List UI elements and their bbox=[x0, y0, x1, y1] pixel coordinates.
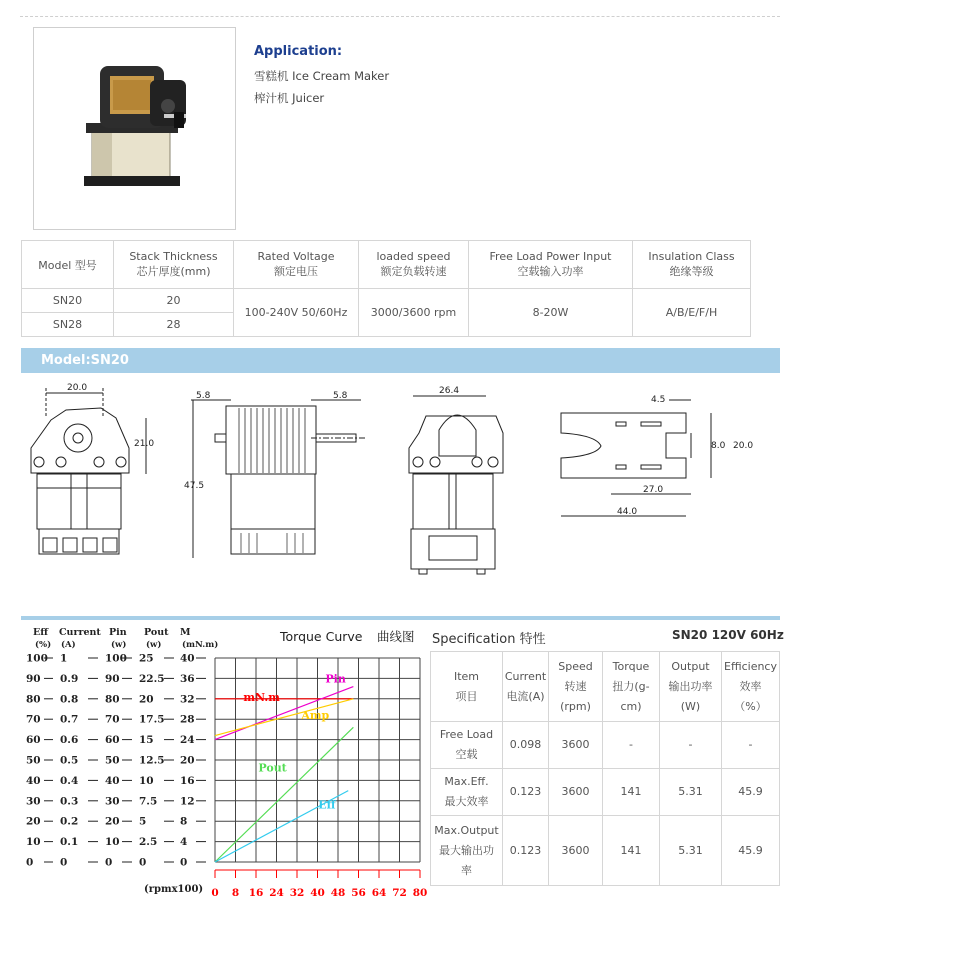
axis-header-name: Eff bbox=[33, 627, 49, 638]
top-divider bbox=[20, 16, 780, 17]
cell-speed: 3600 bbox=[549, 722, 603, 769]
dim-side-right: 5.8 bbox=[333, 391, 348, 401]
application-section bbox=[254, 44, 389, 109]
axis-tick-label: 10 bbox=[26, 836, 41, 849]
dim-rear-width: 26.4 bbox=[439, 386, 460, 396]
axis-tick-label: 16 bbox=[180, 774, 195, 787]
col-header-voltage: Rated Voltage 额定电压 bbox=[234, 241, 359, 289]
x-tick-label: 48 bbox=[330, 887, 346, 899]
axis-tick-label: 12.5 bbox=[139, 754, 165, 767]
cell-current: 0.098 bbox=[503, 722, 549, 769]
cell-item: Max.Eff. 最大效率 bbox=[431, 769, 503, 816]
axis-tick-label: 12 bbox=[180, 795, 195, 808]
axis-tick-label: 2.5 bbox=[139, 836, 158, 849]
axis-header-unit: (%) bbox=[35, 640, 52, 650]
side-view-drawing bbox=[184, 391, 366, 558]
axis-tick-label: 1 bbox=[60, 652, 68, 665]
axis-tick-label: 0 bbox=[139, 856, 147, 869]
cell-thickness: 28 bbox=[114, 313, 234, 337]
axis-tick-label: 10 bbox=[105, 836, 120, 849]
table-row bbox=[22, 289, 751, 313]
axis-tick-label: 4 bbox=[180, 836, 188, 849]
cell-current: 0.123 bbox=[503, 816, 549, 886]
axis-header-unit: (A) bbox=[61, 640, 76, 650]
series-label-amp: Amp bbox=[301, 708, 330, 722]
axis-tick-label: 0 bbox=[180, 856, 188, 869]
spec-title: Specification 特性 bbox=[432, 632, 546, 647]
dim-bracket-mid: 27.0 bbox=[643, 485, 664, 495]
axis-tick-label: 50 bbox=[105, 754, 120, 767]
axis-tick-label: 50 bbox=[26, 754, 41, 767]
x-tick-label: 80 bbox=[412, 887, 428, 899]
axis-tick-label: 20 bbox=[180, 754, 195, 767]
axis-tick-label: 0.8 bbox=[60, 693, 79, 706]
axis-tick-label: 28 bbox=[180, 713, 195, 726]
dim-bracket-slot: 8.0 bbox=[711, 441, 726, 451]
col-header-item: Item 项目 bbox=[431, 652, 503, 722]
chart-title-cn: 曲线图 bbox=[377, 629, 415, 644]
bracket-drawing bbox=[561, 395, 753, 517]
axis-tick-label: 0.7 bbox=[60, 713, 79, 726]
table-row bbox=[431, 769, 780, 816]
axis-tick-label: 0.4 bbox=[60, 774, 79, 787]
cell-current: 0.123 bbox=[503, 769, 549, 816]
axis-tick-label: 20 bbox=[139, 693, 154, 706]
axis-tick-label: 20 bbox=[26, 815, 41, 828]
cell-model: SN28 bbox=[22, 313, 114, 337]
col-header-speed: loaded speed 额定负载转速 bbox=[359, 241, 469, 289]
axis-tick-label: 40 bbox=[180, 652, 195, 665]
cell-speed: 3600 bbox=[549, 769, 603, 816]
axis-tick-label: 7.5 bbox=[139, 795, 158, 808]
x-tick-label: 8 bbox=[231, 887, 240, 899]
axis-tick-label: 0.2 bbox=[60, 815, 79, 828]
cell-speed: 3600 bbox=[549, 816, 603, 886]
application-item: 雪糕机 Ice Cream Maker bbox=[254, 69, 390, 83]
spec-model: SN20 120V 60Hz bbox=[672, 628, 784, 642]
dim-bracket-top: 4.5 bbox=[651, 395, 666, 405]
col-header-torque: Torque 扭力(g- cm) bbox=[603, 652, 660, 722]
dim-bracket-total: 44.0 bbox=[617, 507, 638, 517]
cell-output: - bbox=[660, 722, 722, 769]
axis-header-name: Pin bbox=[109, 627, 127, 638]
axis-tick-label: 60 bbox=[105, 734, 120, 747]
axis-tick-label: 100 bbox=[105, 652, 127, 665]
axis-tick-label: 22.5 bbox=[139, 672, 165, 685]
chart-title: Torque Curve bbox=[280, 629, 363, 644]
col-header-power: Free Load Power Input 空载输入功率 bbox=[469, 241, 633, 289]
axis-tick-label: 25 bbox=[139, 652, 154, 665]
table-row bbox=[431, 816, 780, 886]
axis-tick-label: 0.9 bbox=[60, 672, 79, 685]
axis-tick-label: 0 bbox=[105, 856, 113, 869]
section-divider bbox=[21, 616, 780, 620]
cell-output: 5.31 bbox=[660, 816, 722, 886]
table-header-row bbox=[431, 652, 780, 722]
performance-spec-table bbox=[430, 651, 780, 886]
axis-tick-label: 36 bbox=[180, 672, 195, 685]
dim-front-height: 21.0 bbox=[134, 439, 155, 449]
cell-thickness: 20 bbox=[114, 289, 234, 313]
application-item: 榨汁机 Juicer bbox=[254, 91, 325, 105]
axis-tick-label: 60 bbox=[26, 734, 41, 747]
col-header-current: Current 电流(A) bbox=[503, 652, 549, 722]
x-tick-label: 0 bbox=[211, 887, 219, 899]
x-tick-label: 16 bbox=[248, 887, 264, 899]
rear-view-drawing bbox=[409, 386, 503, 574]
front-view-drawing bbox=[31, 383, 154, 554]
x-tick-label: 64 bbox=[371, 887, 387, 899]
series-label-pin: Pin bbox=[325, 672, 346, 686]
table-header-row bbox=[22, 241, 751, 289]
axis-header-unit: (w) bbox=[146, 640, 162, 650]
cell-output: 5.31 bbox=[660, 769, 722, 816]
axis-tick-label: 90 bbox=[26, 672, 41, 685]
axis-tick-label: 70 bbox=[105, 713, 120, 726]
cell-item: Free Load 空载 bbox=[431, 722, 503, 769]
model-spec-table bbox=[21, 240, 751, 337]
cell-model: SN20 bbox=[22, 289, 114, 313]
axis-header-name: M bbox=[180, 627, 191, 638]
cell-torque: 141 bbox=[603, 769, 660, 816]
axis-tick-label: 0.5 bbox=[60, 754, 79, 767]
cell-speed: 3000/3600 rpm bbox=[359, 289, 469, 337]
dim-side-left: 5.8 bbox=[196, 391, 211, 401]
cell-voltage: 100-240V 50/60Hz bbox=[234, 289, 359, 337]
dim-bracket-height: 20.0 bbox=[733, 441, 754, 451]
x-tick-label: 72 bbox=[392, 887, 407, 899]
axis-tick-label: 10 bbox=[139, 774, 154, 787]
cell-power: 8-20W bbox=[469, 289, 633, 337]
x-tick-label: 56 bbox=[351, 887, 366, 899]
series-label-pout: Pout bbox=[258, 761, 287, 775]
technical-drawings bbox=[21, 378, 781, 583]
axis-tick-label: 15 bbox=[139, 734, 154, 747]
axis-tick-label: 17.5 bbox=[139, 713, 165, 726]
axis-tick-label: 30 bbox=[26, 795, 41, 808]
col-header-speed: Speed 转速 (rpm) bbox=[549, 652, 603, 722]
x-axis-label: (rpmx100) bbox=[144, 884, 204, 895]
cell-item: Max.Output 最大输出功 率 bbox=[431, 816, 503, 886]
axis-tick-label: 32 bbox=[180, 693, 195, 706]
table-row bbox=[431, 722, 780, 769]
x-tick-label: 40 bbox=[310, 887, 325, 899]
axis-header-name: Current bbox=[59, 627, 101, 638]
col-header-output: Output 输出功率 (W) bbox=[660, 652, 722, 722]
col-header-efficiency: Efficiency 效率 （%） bbox=[722, 652, 780, 722]
x-tick-label: 32 bbox=[289, 887, 305, 899]
series-label-eff: Eff bbox=[318, 798, 336, 812]
axis-tick-label: 90 bbox=[105, 672, 120, 685]
x-tick-label: 24 bbox=[269, 887, 284, 899]
axis-header-name: Pout bbox=[144, 627, 169, 638]
model-section-bar: Model:SN20 bbox=[21, 348, 780, 373]
axis-tick-label: 0 bbox=[60, 856, 68, 869]
series-label-m: mN.m bbox=[243, 690, 280, 704]
col-header-thickness: Stack Thickness 芯片厚度(mm) bbox=[114, 241, 234, 289]
axis-tick-label: 20 bbox=[105, 815, 120, 828]
col-header-model: Model 型号 bbox=[22, 241, 114, 289]
cell-torque: - bbox=[603, 722, 660, 769]
cell-efficiency: 45.9 bbox=[722, 816, 780, 886]
axis-tick-label: 0.6 bbox=[60, 734, 79, 747]
axis-tick-label: 80 bbox=[26, 693, 41, 706]
axis-tick-label: 100 bbox=[26, 652, 48, 665]
cell-torque: 141 bbox=[603, 816, 660, 886]
axis-tick-label: 70 bbox=[26, 713, 41, 726]
cell-efficiency: 45.9 bbox=[722, 769, 780, 816]
axis-tick-label: 30 bbox=[105, 795, 120, 808]
axis-tick-label: 0.3 bbox=[60, 795, 79, 808]
dim-side-height: 47.5 bbox=[184, 481, 205, 491]
axis-tick-label: 0 bbox=[26, 856, 34, 869]
torque-curve-chart bbox=[22, 622, 432, 907]
dim-front-width: 20.0 bbox=[67, 383, 88, 393]
cell-efficiency: - bbox=[722, 722, 780, 769]
axis-tick-label: 40 bbox=[105, 774, 120, 787]
axis-tick-label: 80 bbox=[105, 693, 120, 706]
axis-header-unit: (mN.m) bbox=[182, 640, 219, 650]
application-title: Application: bbox=[254, 44, 343, 59]
axis-tick-label: 0.1 bbox=[60, 836, 79, 849]
axis-tick-label: 5 bbox=[139, 815, 147, 828]
axis-tick-label: 40 bbox=[26, 774, 41, 787]
cell-insulation: A/B/E/F/H bbox=[633, 289, 751, 337]
axis-tick-label: 24 bbox=[180, 734, 195, 747]
axis-tick-label: 8 bbox=[180, 815, 188, 828]
col-header-insulation: Insulation Class 绝缘等级 bbox=[633, 241, 751, 289]
axis-header-unit: (w) bbox=[111, 640, 127, 650]
product-photo bbox=[33, 27, 236, 230]
